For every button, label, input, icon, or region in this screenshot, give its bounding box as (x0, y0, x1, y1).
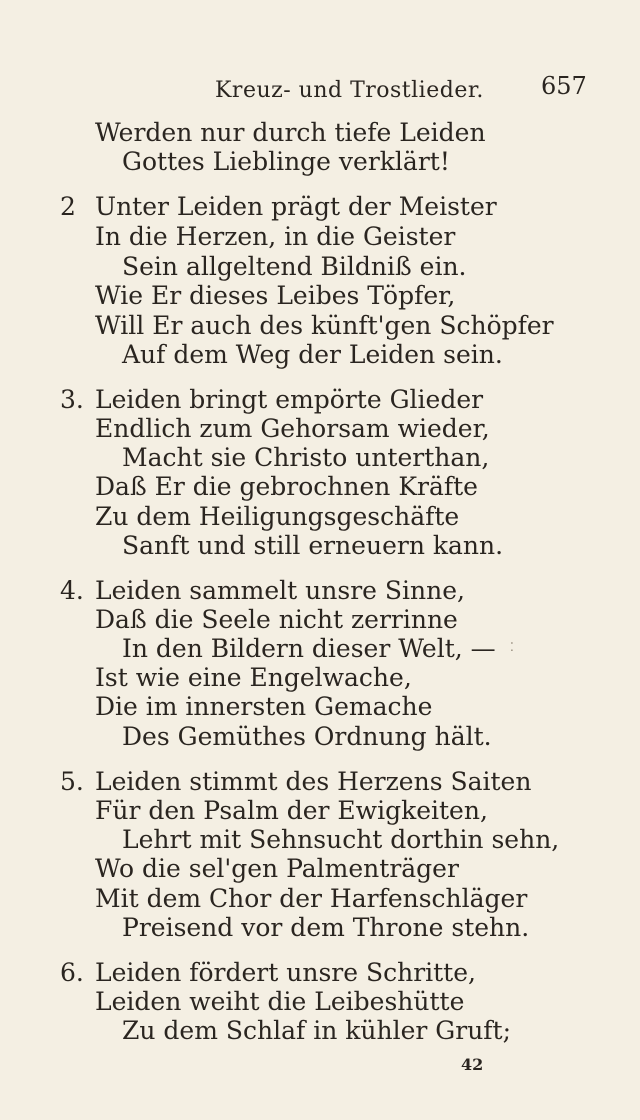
verse-line: Leiden sammelt unsre Sinne, (95, 576, 465, 605)
verse-line: Unter Leiden prägt der Meister (95, 192, 497, 221)
verse-line: Leiden weiht die Leibeshütte (95, 987, 465, 1016)
verse-line: Endlich zum Gehorsam wieder, (95, 414, 490, 443)
margin-mark: ⁚ (510, 640, 514, 654)
verse-line: Des Gemüthes Ordnung hält. (122, 722, 492, 751)
verse-line: Lehrt mit Sehnsucht dorthin sehn, (122, 825, 560, 854)
verse-line: Die im innersten Gemache (95, 692, 433, 721)
signature-mark: 42 (461, 1055, 484, 1074)
verse-line: Wie Er dieses Leibes Töpfer, (95, 281, 456, 310)
verse-line: Für den Psalm der Ewigkeiten, (95, 796, 488, 825)
verse-line: Gottes Lieblinge verklärt! (122, 147, 450, 176)
verse-line: Preisend vor dem Throne stehn. (122, 913, 530, 942)
verse-line: Will Er auch des künft'gen Schöpfer (95, 311, 554, 340)
verse-line: Zu dem Heiligungsgeschäfte (95, 502, 460, 531)
stanza-number: 3. (60, 385, 84, 414)
stanza-number: 6. (60, 958, 84, 987)
running-header: Kreuz- und Trostlieder. (215, 78, 484, 103)
stanza-number: 2 (60, 192, 76, 221)
verse-line: Sein allgeltend Bildniß ein. (122, 252, 467, 281)
verse-line: Wo die sel'gen Palmenträger (95, 854, 459, 883)
verse-line: In die Herzen, in die Geister (95, 222, 456, 251)
verse-line: Macht sie Christo unterthan, (122, 443, 490, 472)
verse-line: Werden nur durch tiefe Leiden (95, 118, 486, 147)
stanza-number: 4. (60, 576, 84, 605)
verse-line: Daß die Seele nicht zerrinne (95, 605, 458, 634)
verse-line: Leiden bringt empörte Glieder (95, 385, 484, 414)
verse-line: Zu dem Schlaf in kühler Gruft; (122, 1016, 512, 1045)
verse-line: Leiden stimmt des Herzens Saiten (95, 767, 532, 796)
verse-line: Mit dem Chor der Harfenschläger (95, 884, 528, 913)
verse-line: In den Bildern dieser Welt, — (122, 634, 496, 663)
verse-line: Auf dem Weg der Leiden sein. (122, 340, 503, 369)
verse-line: Sanft und still erneuern kann. (122, 531, 504, 560)
stanza-number: 5. (60, 767, 84, 796)
page-number: 657 (541, 72, 587, 100)
verse-line: Daß Er die gebrochnen Kräfte (95, 472, 478, 501)
verse-line: Leiden fördert unsre Schritte, (95, 958, 476, 987)
verse-line: Ist wie eine Engelwache, (95, 663, 412, 692)
